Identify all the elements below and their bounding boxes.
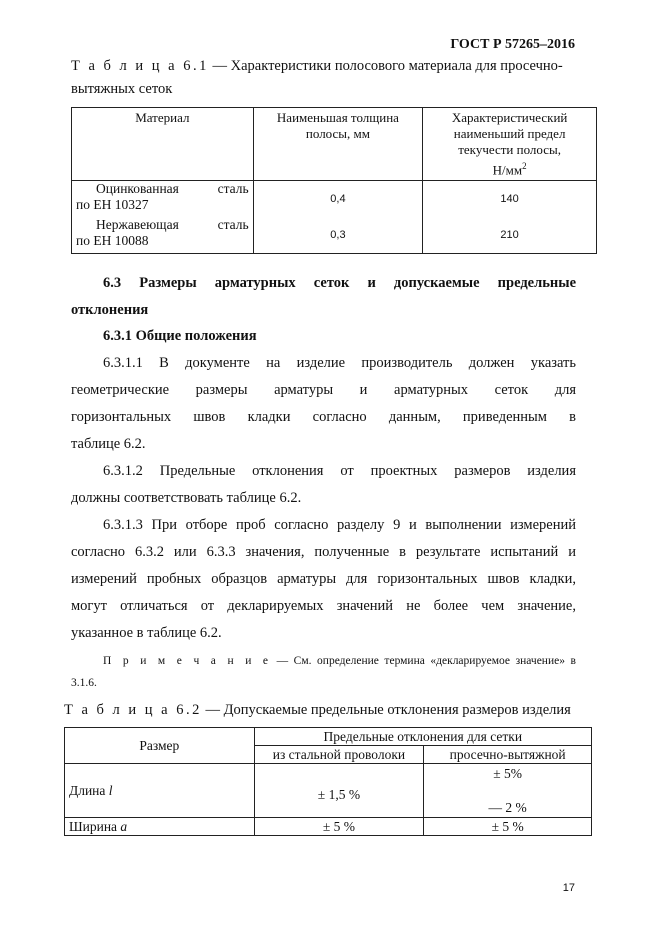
para-6-3-1-1-l1: 6.3.1.1 В документе на изделие производитель должен указать [103,355,576,371]
para-6-3-1-2-l2: должны соответствовать таблице 6.2. [71,490,302,506]
table2-col-wire: из стальной проволоки [254,746,424,764]
section-heading-6-3-cont: отклонения [71,302,149,318]
table1-caption-text: — Характеристики полосового материала для просечно- [208,58,563,74]
table1-caption-label: Т а б л и ц а 6.1 [71,58,209,74]
table2-caption-label: Т а б л и ц а 6.2 [64,702,202,718]
table1-col-thickness: Наименьшая толщина полосы, мм [253,108,423,181]
table1-caption [71,58,576,75]
table2-col-size: Размер [65,728,255,764]
table2-length-exp-minus: — 2 % [488,800,527,815]
para-6-3-1-1-l4: таблице 6.2. [71,436,146,452]
table1-row2-thickness: 0,3 [253,217,423,254]
table1-col-yield-unit: Н/мм [492,162,523,178]
para-6-3-1-3-l4: могут отличаться от декларируемых значений не более чем значение, [71,598,576,614]
table-row [72,217,597,254]
table1-row2-material-a: Нержавеющая сталь [96,217,249,232]
table1-row1-material-a: Оцинкованная сталь [96,181,249,196]
table2-row-width-wire: ± 5 % [254,818,424,836]
table1-caption-line2: вытяжных сеток [71,81,173,97]
table2-width-var: a [120,819,128,834]
table1-col-yield-sup: 2 [522,161,527,171]
table2-length-text: Длина [69,783,109,798]
para-6-3-1-1-l3: горизонтальных швов кладки согласно данным, приведенным в [71,409,576,425]
standard-code: ГОСТ Р 57265–2016 [450,37,575,52]
table2-col-group: Предельные отклонения для сетки [254,728,591,746]
table1-col-material: Материал [72,108,254,181]
para-6-3-1-2-l1: 6.3.1.2 Предельные отклонения от проектных размеров изделия [103,463,576,479]
para-6-3-1-3-l1: 6.3.1.3 При отборе проб согласно разделу 9 и выполнении измерений [103,517,576,533]
table2-caption [64,702,571,719]
table2-length-exp-plus: ± 5% [493,766,523,781]
table2-row-width-expanded: ± 5 % [424,818,592,836]
table1-col-yield [423,108,597,181]
table1-row1-thickness: 0,4 [253,181,423,218]
table1-row2-material [72,217,254,254]
table2-row-length-wire: ± 1,5 % [254,764,424,818]
para-6-3-1-3-l2: согласно 6.3.2 или 6.3.3 значения, полученные в результате испытаний и [71,544,576,560]
table2-width-text: Ширина [69,819,121,834]
table-row [65,764,592,818]
para-6-3-1-1-l2: геометрические размеры арматуры и арматурных сеток для [71,382,576,398]
table2-row-length-label [65,764,255,818]
table-row [65,818,592,836]
table1-row1-material [72,181,254,218]
page-number: 17 [562,882,575,894]
table2-length-var: l [108,783,113,798]
table1-col-yield-text: Характеристический наименьший предел текучести полосы, [451,110,568,157]
para-6-3-1-3-l5: указанное в таблице 6.2. [71,625,222,641]
table1-header-row [72,108,597,181]
note-text: — См. определение термина «декларируемое значение» в [271,655,576,667]
section-heading-6-3-1: 6.3.1 Общие положения [103,328,257,344]
note [103,655,576,667]
table1-row2-material-b: по ЕН 10088 [76,233,149,248]
section-heading-6-3: 6.3 Размеры арматурных сеток и допускаемые предельные [103,275,576,291]
table2-col-expanded: просечно-вытяжной [424,746,592,764]
note-label: П р и м е ч а н и е [103,655,272,667]
table-row [72,181,597,218]
table1-row1-material-b: по ЕН 10327 [76,197,149,212]
table2-header-row [65,728,592,746]
table1 [71,107,597,254]
table2 [64,727,592,836]
table1-row1-yield: 140 [423,181,597,218]
table1-row2-yield: 210 [423,217,597,254]
note-text-line2: 3.1.6. [71,677,97,689]
table2-caption-text: — Допускаемые предельные отклонения размеров изделия [201,702,571,718]
para-6-3-1-3-l3: измерений пробных образцов арматуры для горизонтальных швов кладки, [71,571,576,587]
table2-row-length-expanded [424,764,592,818]
table2-row-width-label [65,818,255,836]
